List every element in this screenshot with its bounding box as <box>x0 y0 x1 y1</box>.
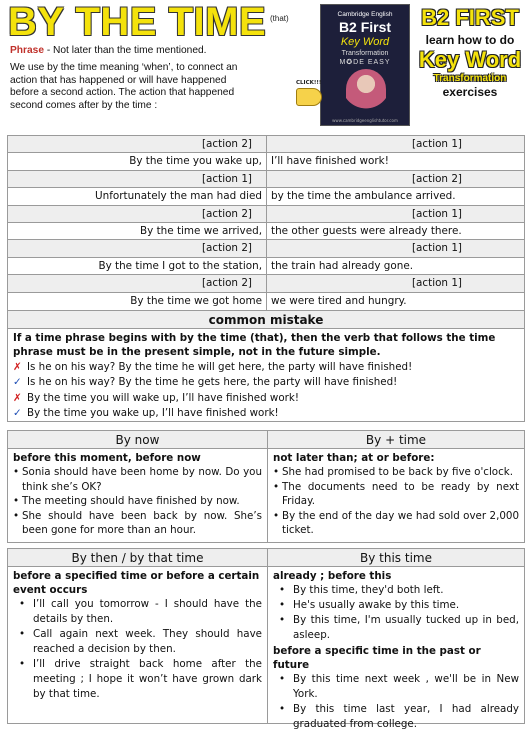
table-cell: Unfortunately the man had died <box>8 188 267 204</box>
by-this-time-definition-1: already ; before this <box>273 570 392 582</box>
table-cell: we were tired and hungry. <box>271 294 407 307</box>
book-url: www.cambridgeenglishtutor.com <box>332 118 398 123</box>
action-table <box>7 135 525 311</box>
page-title-suffix: (that) <box>270 14 289 23</box>
by-then-heading: By then / by that time <box>8 549 267 567</box>
by-this-time-column <box>267 549 524 730</box>
list-item: • Call again next week. They should have reached a decision by then. <box>13 627 262 657</box>
pointing-hand-icon <box>296 88 322 106</box>
check-icon: ✓ <box>13 376 22 389</box>
table-row <box>8 188 524 205</box>
by-time-definition: not later than; at or before: <box>273 452 435 464</box>
table-cell: [action 1] <box>411 277 462 290</box>
table-row <box>8 171 524 188</box>
list-item: • I’ll drive straight back home after the meeting ; I hope it won’t have grown dark by that time. <box>13 657 262 702</box>
cross-icon: ✗ <box>13 391 22 404</box>
table-cell: [action 1] <box>8 171 267 187</box>
list-item: • The meeting should have finished by now. <box>13 494 262 509</box>
table-cell: [action 2] <box>8 240 267 256</box>
table-row <box>8 293 524 310</box>
table-row <box>8 240 524 257</box>
table-row <box>8 136 524 153</box>
book-line-4: Transformation <box>341 50 389 57</box>
table-cell: [action 1] <box>411 242 462 255</box>
promo-line-4: Transformation <box>433 73 507 84</box>
promo-line-3: Key Word <box>418 47 522 72</box>
by-then-by-this-time-section <box>7 548 525 730</box>
phrase-definition <box>10 45 207 56</box>
list-item: • I’ll call you tomorrow - I should have the details by then. <box>13 597 262 627</box>
book-cover-image[interactable] <box>320 4 410 126</box>
common-mistake-section <box>7 311 525 422</box>
table-row <box>8 275 524 292</box>
list-item: • The documents need to be ready by next Friday. <box>273 480 519 509</box>
by-this-time-list-1 <box>268 583 524 643</box>
table-cell: [action 2] <box>8 275 267 291</box>
book-line-5: M✪DE EASY <box>339 59 391 66</box>
table-cell: By the time we arrived, <box>8 223 267 239</box>
table-row <box>8 258 524 275</box>
page-title: BY THE TIME <box>8 0 267 44</box>
list-item: • He's usually awake by this time. <box>273 598 519 613</box>
by-then-list <box>8 597 267 702</box>
table-cell: by the time the ambulance arrived. <box>271 190 456 203</box>
book-line-1: Cambridge English <box>337 11 393 18</box>
by-now-column <box>8 431 267 542</box>
table-cell: By the time I got to the station, <box>8 258 267 274</box>
table-cell: the train had already gone. <box>271 259 414 272</box>
book-cover-figure-icon <box>346 69 386 119</box>
example-text: By the time you will wake up, I’ll have finished work! <box>27 391 299 404</box>
table-cell: [action 1] <box>411 207 462 220</box>
list-item <box>8 360 524 375</box>
by-then-definition: before a specified time or before a certain event occurs <box>13 570 260 596</box>
list-item: • By this time next week , we'll be in New York. <box>273 672 519 702</box>
promo-line-2: learn how to do <box>425 33 515 47</box>
table-cell: I’ll have finished work! <box>271 155 389 168</box>
by-now-heading: By now <box>8 431 267 449</box>
list-item: • By this time, I'm usually tucked up in bed, asleep. <box>273 613 519 643</box>
by-now-list <box>8 465 267 538</box>
by-now-definition: before this moment, before now <box>13 452 201 464</box>
table-cell: [action 1] <box>411 138 462 150</box>
list-item: • By this time last year, I had already graduated from college. <box>273 702 519 730</box>
phrase-label: Phrase <box>10 45 44 56</box>
book-line-3: Key Word <box>340 36 390 48</box>
phrase-text: - Not later than the time mentioned. <box>43 45 207 56</box>
table-row <box>8 153 524 170</box>
list-item <box>8 375 524 390</box>
table-cell: [action 2] <box>411 172 462 185</box>
by-this-time-list-2 <box>268 672 524 730</box>
table-row <box>8 223 524 240</box>
list-item <box>8 406 524 421</box>
table-cell: [action 2] <box>8 206 267 222</box>
by-this-time-heading: By this time <box>268 549 524 567</box>
list-item: • By the end of the day we had sold over 2,000 ticket. <box>273 509 519 538</box>
common-mistake-heading: common mistake <box>8 311 524 329</box>
cross-icon: ✗ <box>13 361 22 373</box>
by-then-column <box>8 549 267 723</box>
list-item: • She had promised to be back by five o'clock. <box>273 465 519 480</box>
example-text: Is he on his way? By the time he will get here, the party will have finished! <box>27 361 413 373</box>
table-cell: By the time we got home <box>8 293 267 310</box>
example-text: Is he on his way? By the time he gets here, the party will have finished! <box>27 376 398 389</box>
table-row <box>8 206 524 223</box>
table-cell: the other guests were already there. <box>271 224 462 237</box>
by-time-column <box>267 431 524 542</box>
by-time-list <box>268 465 524 538</box>
list-item: • Sonia should have been home by now. Do you think she’s OK? <box>13 465 262 494</box>
table-cell: [action 2] <box>8 136 267 152</box>
check-icon: ✓ <box>13 406 22 419</box>
list-item: • By this time, they'd both left. <box>273 583 519 598</box>
by-now-by-time-section <box>7 430 525 543</box>
list-item: • She should have been back by now. She’s been gone for more than an hour. <box>13 509 262 538</box>
click-pointer[interactable] <box>296 80 326 110</box>
intro-paragraph: We use by the time meaning ‘when’, to connect an action that has happened or will have happened before a second action. The action that happened second comes after by the time : <box>10 62 238 111</box>
promo-line-5: exercises <box>442 85 498 99</box>
by-this-time-definition-2: before a specific time in the past or future <box>273 645 481 671</box>
list-item <box>8 391 524 406</box>
promo-block <box>414 6 526 100</box>
click-label: CLICK!!! <box>296 80 322 86</box>
promo-line-1: B2 FIRST <box>421 5 519 30</box>
example-text: By the time you wake up, I’ll have finished work! <box>27 406 279 419</box>
table-cell: By the time you wake up, <box>8 153 267 169</box>
common-mistake-rule: If a time phrase begins with by the time (that), then the verb that follows the time phrase must be in the present simple, not in the future simple. <box>13 332 496 358</box>
book-line-2: B2 First <box>338 19 392 35</box>
by-time-heading: By + time <box>268 431 524 449</box>
